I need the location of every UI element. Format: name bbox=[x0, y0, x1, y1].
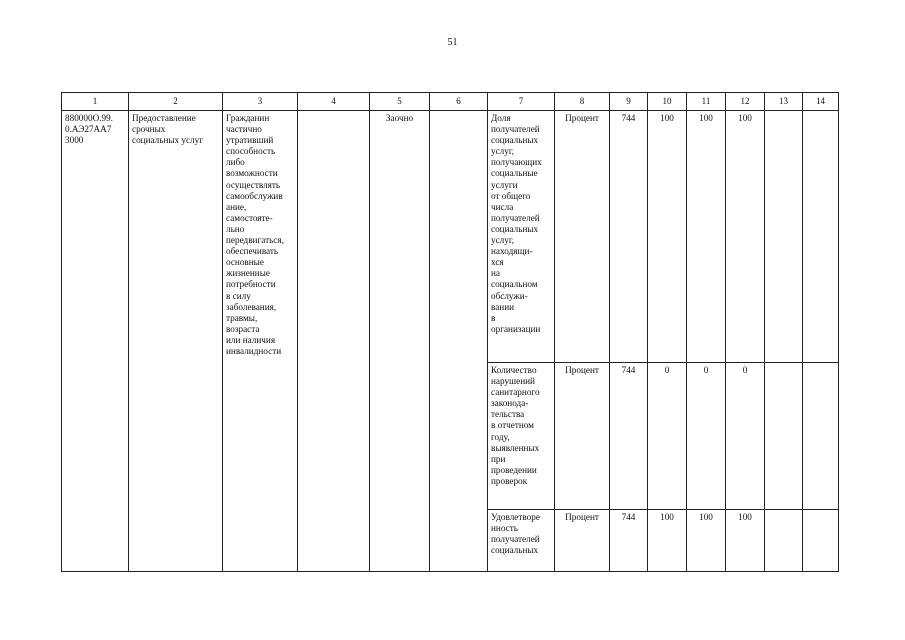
column-number-row bbox=[62, 93, 839, 111]
unit-cell: Процент bbox=[555, 510, 610, 572]
table-row bbox=[62, 111, 839, 363]
column-header: 13 bbox=[765, 93, 803, 111]
registry-code-cell: 880000О.99. 0.АЭ27АА7 3000 bbox=[62, 111, 129, 572]
value-cell: 100 bbox=[687, 510, 726, 572]
column-header: 4 bbox=[298, 93, 370, 111]
okei-code-cell: 744 bbox=[610, 363, 648, 510]
unit-cell: Процент bbox=[555, 111, 610, 363]
value-cell bbox=[803, 363, 839, 510]
column-header: 11 bbox=[687, 93, 726, 111]
column-header: 14 bbox=[803, 93, 839, 111]
value-cell: 100 bbox=[648, 510, 687, 572]
value-cell: 0 bbox=[687, 363, 726, 510]
value-cell: 0 bbox=[726, 363, 765, 510]
column-header: 12 bbox=[726, 93, 765, 111]
page-number: 51 bbox=[447, 37, 458, 48]
value-cell: 100 bbox=[648, 111, 687, 363]
value-cell: 100 bbox=[726, 510, 765, 572]
value-cell bbox=[803, 111, 839, 363]
okei-code-cell: 744 bbox=[610, 111, 648, 363]
value-cell bbox=[765, 363, 803, 510]
unit-cell: Процент bbox=[555, 363, 610, 510]
column-header: 5 bbox=[370, 93, 430, 111]
column-header: 6 bbox=[430, 93, 488, 111]
okei-code-cell: 744 bbox=[610, 510, 648, 572]
recipient-category-cell: Гражданин частично утративший способность либо возможности осуществлять самообслужив ание, самостояте- льно передвигаться, обеспечивать основные жизненные потребности в силу заболевания, травмы, возраста или наличия инвалидности bbox=[223, 111, 298, 572]
indicator-name-cell: Количество нарушений санитарного законода- тельства в отчетном году, выявленных при проведении проверок bbox=[488, 363, 555, 510]
value-cell bbox=[803, 510, 839, 572]
column-header: 2 bbox=[129, 93, 223, 111]
value-cell: 100 bbox=[726, 111, 765, 363]
service-name-cell: Предоставление срочных социальных услуг bbox=[129, 111, 223, 572]
column-4-cell bbox=[298, 111, 370, 572]
column-header: 8 bbox=[555, 93, 610, 111]
value-cell bbox=[765, 111, 803, 363]
indicator-name-cell: Доля получателей социальных услуг, получающих социальные услуги от общего числа получателей социальных услуг, находящи- хся на социальном обслужи- вании в организации bbox=[488, 111, 555, 363]
column-6-cell bbox=[430, 111, 488, 572]
column-header: 1 bbox=[62, 93, 129, 111]
column-header: 9 bbox=[610, 93, 648, 111]
column-header: 7 bbox=[488, 93, 555, 111]
column-header: 3 bbox=[223, 93, 298, 111]
value-cell: 100 bbox=[687, 111, 726, 363]
value-cell: 0 bbox=[648, 363, 687, 510]
service-indicators-table bbox=[61, 92, 839, 572]
service-form-cell: Заочно bbox=[370, 111, 430, 572]
value-cell bbox=[765, 510, 803, 572]
indicator-name-cell: Удовлетворе нность получателей социальных bbox=[488, 510, 555, 572]
column-header: 10 bbox=[648, 93, 687, 111]
